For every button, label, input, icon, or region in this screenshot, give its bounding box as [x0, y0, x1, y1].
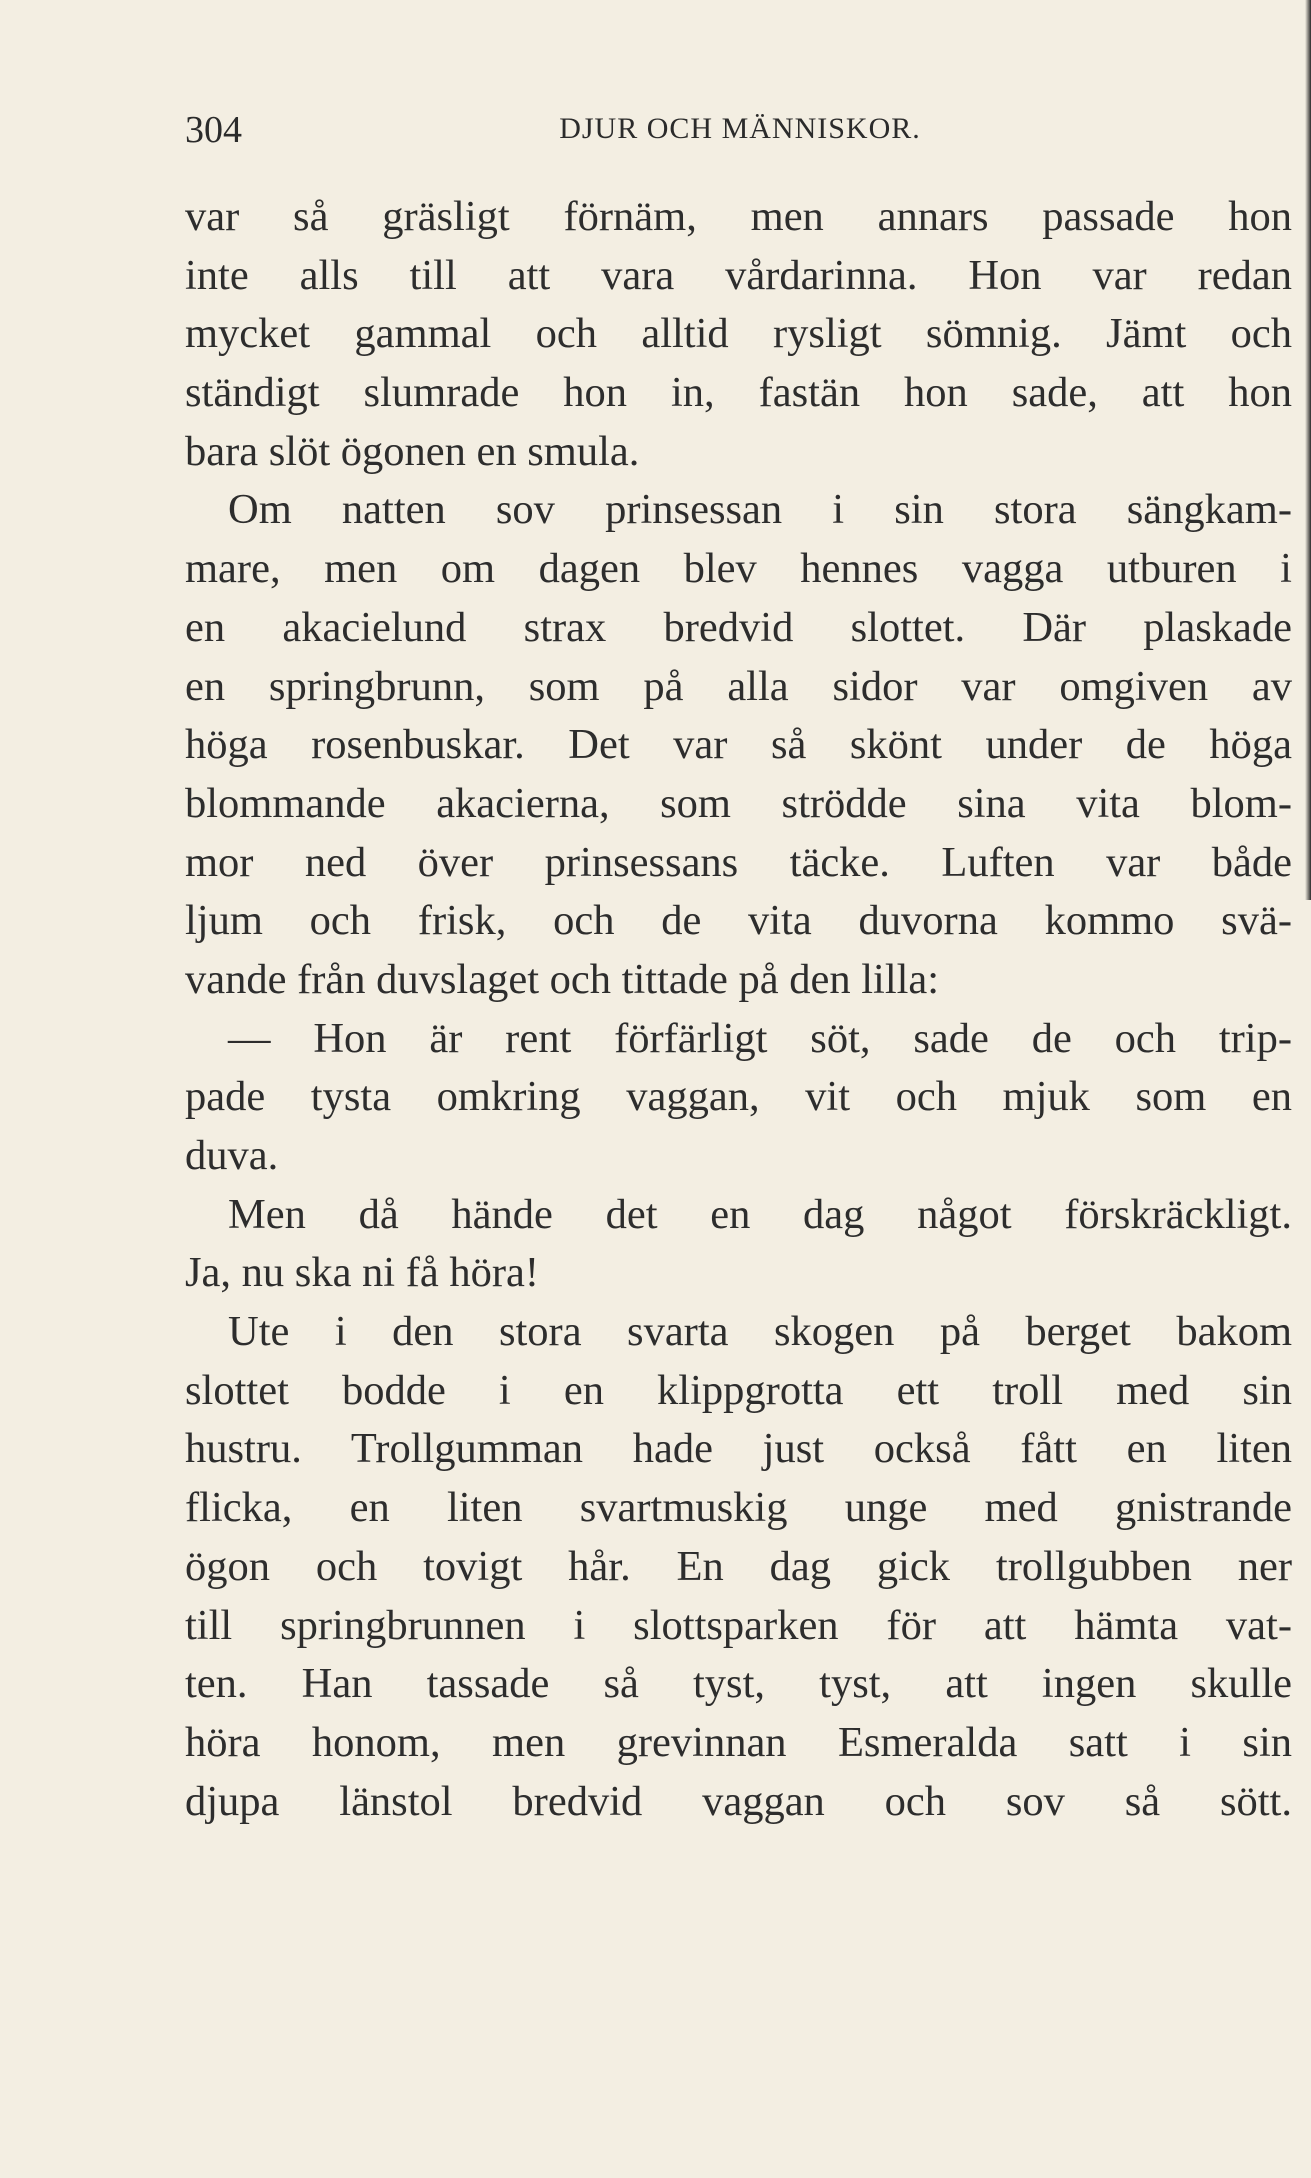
text-line: mycket gammal och alltid rysligt sömnig. Jämt och [185, 310, 1292, 358]
text-line: slottet bodde i en klippgrotta ett troll med sin [185, 1366, 1292, 1414]
page-edge-shadow [1305, 0, 1311, 900]
text-line: blommande akacierna, som strödde sina vita blom- [185, 779, 1292, 827]
text-line: mare, men om dagen blev hennes vagga utburen i [185, 545, 1292, 593]
text-line: — Hon är rent förfärligt söt, sade de och trip- [228, 1014, 1292, 1062]
text-line: en springbrunn, som på alla sidor var omgiven av [185, 662, 1292, 710]
text-line: höra honom, men grevinnan Esmeralda satt i sin [185, 1718, 1292, 1766]
running-title: DJUR OCH MÄNNISKOR. [559, 112, 921, 145]
text-line: Om natten sov prinsessan i sin stora sängkam- [228, 486, 1292, 534]
text-line: ten. Han tassade så tyst, tyst, att ingen skulle [185, 1660, 1292, 1708]
body-text [185, 188, 1292, 1831]
page-number: 304 [185, 109, 242, 151]
text-line: en akacielund strax bredvid slottet. Där plaskade [185, 603, 1292, 651]
text-line: ögon och tovigt hår. En dag gick trollgubben ner [185, 1542, 1292, 1590]
text-line: duva. [185, 1132, 279, 1179]
text-line: ständigt slumrade hon in, fastän hon sade, att hon [185, 369, 1292, 417]
text-line: bara slöt ögonen en smula. [185, 427, 640, 475]
text-line: till springbrunnen i slottsparken för att hämta vat- [185, 1601, 1292, 1649]
text-line: flicka, en liten svartmuskig unge med gnistrande [185, 1484, 1292, 1532]
text-line: Men då hände det en dag något förskräckligt. [228, 1190, 1292, 1238]
text-line: ljum och frisk, och de vita duvorna kommo svä- [185, 897, 1292, 945]
text-line: pade tysta omkring vaggan, vit och mjuk som en [185, 1073, 1292, 1121]
text-line: inte alls till att vara vårdarinna. Hon var redan [185, 251, 1292, 299]
text-line: Ute i den stora svarta skogen på berget bakom [228, 1308, 1292, 1356]
text-line: var så gräsligt förnäm, men annars passade hon [185, 193, 1292, 240]
text-line: Ja, nu ska ni få höra! [185, 1249, 540, 1297]
text-line: höga rosenbuskar. Det var så skönt under de höga [185, 721, 1292, 769]
text-line: mor ned över prinsessans täcke. Luften var både [185, 838, 1292, 886]
text-line: hustru. Trollgumman hade just också fått en liten [185, 1425, 1292, 1473]
text-line: vande från duvslaget och tittade på den lilla: [185, 955, 940, 1003]
page-header [185, 108, 1295, 158]
text-line: djupa länstol bredvid vaggan och sov så sött. [185, 1777, 1292, 1825]
